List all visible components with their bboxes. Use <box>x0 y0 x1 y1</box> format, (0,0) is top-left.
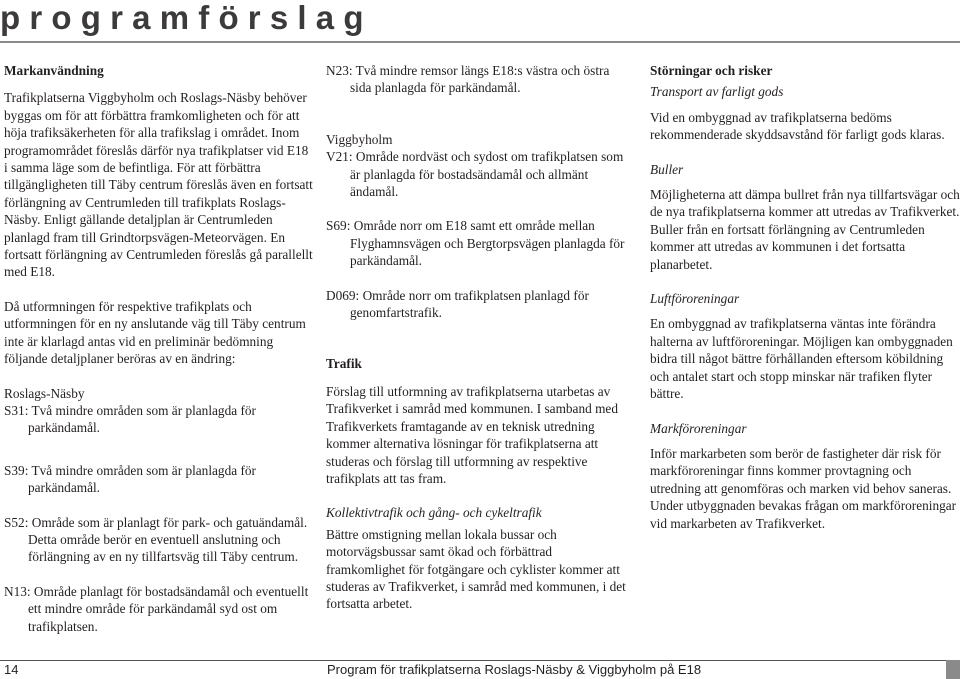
list-item-s39: S39: Två mindre områden som är planlagda för parkändamål. <box>4 462 256 496</box>
column-left <box>4 62 314 652</box>
paragraph-farligt-gods: Vid en ombyggnad av trafikplatserna bedöms rekommenderade skyddsavstånd för farligt gods klaras. <box>650 109 945 143</box>
list-item-n13: N13: Område planlagt för bostadsändamål och eventuellt ett mindre område för parkändamål syd ost om trafikplatsen. <box>4 583 309 634</box>
list-item-s52: S52: Område som är planlagt för park- och gatuändamål. Detta område berör en eventuell anslutning och förlängning av en ny tillfartsväg till Täby centrum. <box>4 514 308 565</box>
section-heading-trafik: Trafik <box>326 356 362 372</box>
list-item-d069: D069: Område norr om trafikplatsen planlagd för genomfartstrafik. <box>326 287 589 321</box>
subheading-markfororeningar: Markföroreningar <box>650 420 747 436</box>
subheading-farligt-gods: Transport av farligt gods <box>650 84 784 100</box>
list-item-n23: N23: Två mindre remsor längs E18:s västra och östra sida planlagda för parkändamål. <box>326 63 610 96</box>
corner-marker <box>946 660 960 679</box>
section-heading-kollektivtrafik: Kollektivtrafik och gång- och cykeltrafik <box>326 505 542 521</box>
column-right <box>650 62 960 549</box>
section-heading-markanvandning: Markanvändning <box>4 63 104 78</box>
list-item-s69: S69: Område norr om E18 samt ett område mellan Flyghamnsvägen och Bergtorpsvägen planlagda för parkändamål. <box>326 218 625 269</box>
subheading-luftfororeningar: Luftföroreningar <box>650 291 740 307</box>
paragraph-trafik: Förslag till utformning av trafikplatserna utarbetas av Trafikverket i samråd med kommunen. I samband med Trafikverkets framtagande av en teknisk utredning kommer alternativa lösningar för trafikplatserna att studeras och förslag till utformning av respektive trafikplats att tas fram. <box>326 383 618 486</box>
subheading-roslags-nasby: Roslags-Näsby <box>4 385 85 401</box>
list-item-v21: V21: Område nordväst och sydost om trafikplatsen som är planlagda för bostadsändamål och allmänt ändamål. <box>326 149 624 200</box>
subheading-buller: Buller <box>650 161 684 177</box>
page-number: 14 <box>4 662 19 677</box>
list-item-s31: S31: Två mindre områden som är planlagda för parkändamål. <box>4 402 256 436</box>
paragraph-buller: Möjligheterna att dämpa bullret från nya tillfartsvägar och de nya trafikplatserna kommer att utredas av Trafikverket. Buller från en fortsatt förlängning av Centrumleden kommer att utredas av kommunen i det fortsatta planarbetet. <box>650 187 960 272</box>
section-heading-storningar: Störningar och risker <box>650 63 773 78</box>
paragraph-luftfororeningar: En ombyggnad av trafikplatserna väntas inte förändra halterna av luftföroreningar. Möjligen kan ombyggnaden bidra till något bättre förhållanden eftersom köbildning och antalet start och stopp minskar när trafiken flyter bättre. <box>650 316 953 402</box>
paragraph-detaljplaner: Då utformningen för respektive trafikplats och utformningen för en ny anslutande väg till Täby centrum inte är klarlagd antas vid en preliminär bedömning följande detaljplaner beröras av en ändring: <box>4 298 306 367</box>
paragraph-intro: Trafikplatserna Viggbyholm och Roslags-Näsby behöver byggas om för att förbättra framkomligheten och för att höja trafiksäkerheten för alla trafikslag i området. Inom programområdet föreslås därför nya trafikplatser vid E18 i samma läge som de befintliga. För att förbättra tillgängligheten till Täby centrum föreslås även en fortsatt förlängning av Centrumleden till trafikplats Roslags-Näsby. Enligt gällande detaljplan är Centrumleden planlagd fram till Grindtorpsvägen-Meteorvägen. En fortsatt förlängning av Centrumleden föreslås gå parallellt med E18. <box>4 90 313 280</box>
title-divider <box>0 41 960 43</box>
paragraph-markfororeningar: Inför markarbeten som berör de fastigheter där risk för markföroreningar finns kommer provtagning och utredning att genomföras och marken vid behov saneras. Under utbyggnaden bevakas frågan om markföroreningar vid markarbeten av Trafikverket. <box>650 445 957 531</box>
page-title: programförslag <box>0 0 373 36</box>
footer-divider <box>0 660 960 661</box>
paragraph-kollektivtrafik: Bättre omstigning mellan lokala bussar och motorvägsbussar samt ökad och förbättrad framkomlighet för fotgängare och cyklister kommer att studeras av Trafikverket, i samråd med kommunen, i det fortsatta arbetet. <box>326 526 626 612</box>
footer-document-title: Program för trafikplatserna Roslags-Näsby & Viggbyholm på E18 <box>327 662 702 677</box>
column-middle <box>326 62 630 630</box>
subheading-viggbyholm: Viggbyholm <box>326 131 393 147</box>
